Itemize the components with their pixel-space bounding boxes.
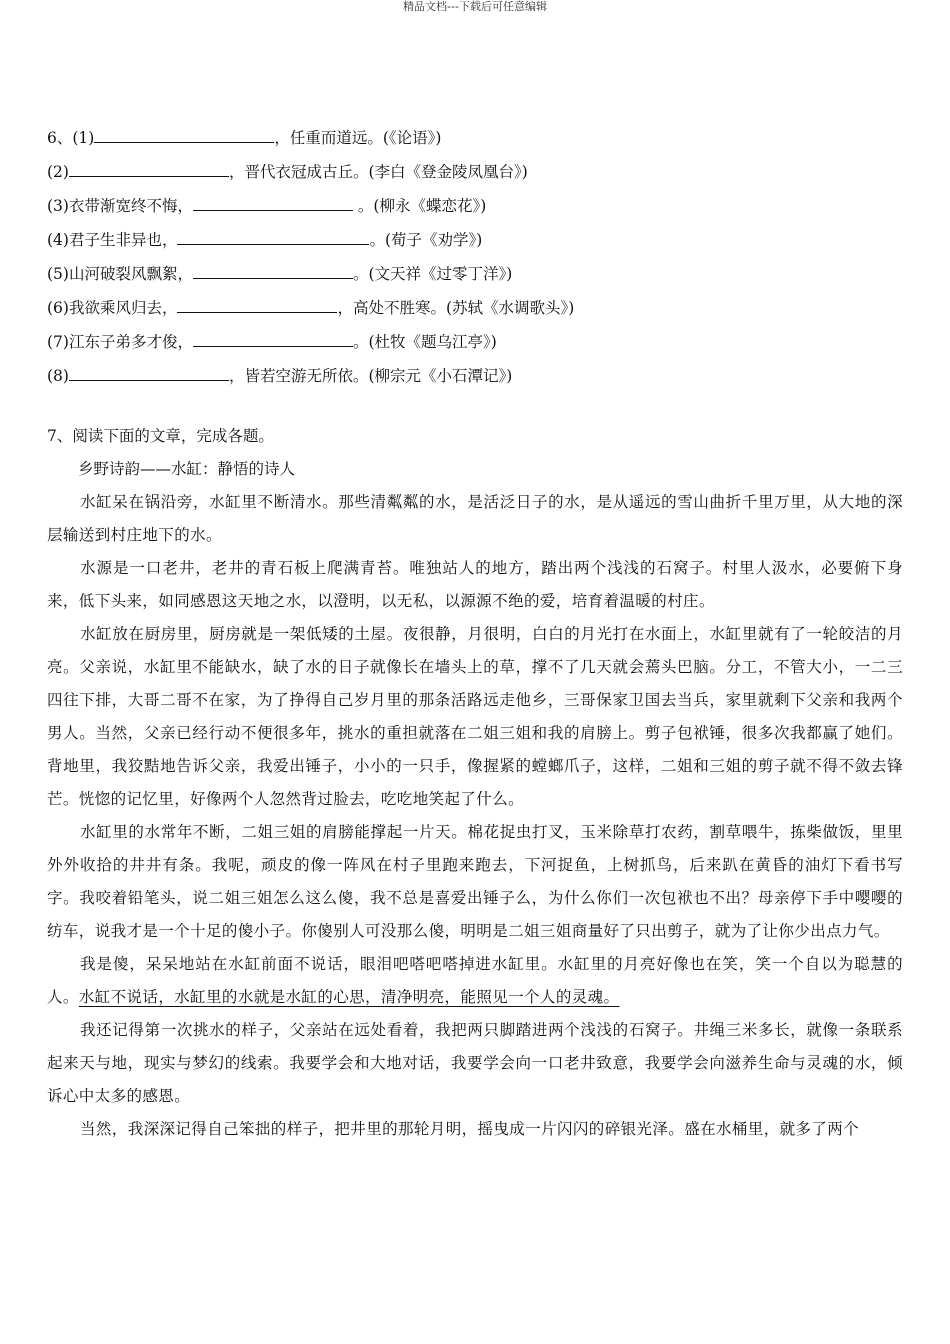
q6-line-3 [47, 192, 907, 226]
q6-line-5 [47, 260, 907, 294]
answer-blank-3[interactable] [193, 192, 353, 211]
question-6 [47, 124, 907, 396]
q6-line-3-prefix: (3)衣带渐宽终不悔， [47, 197, 193, 215]
q6-line-7-suffix: 。(杜牧《题乌江亭》) [352, 333, 497, 351]
q6-line-2-suffix: ，晋代衣冠成古丘。(李白《登金陵凤凰台》) [228, 163, 528, 181]
q6-line-1-suffix: ，任重而道远。(《论语》) [274, 129, 442, 147]
q6-line-4 [47, 226, 907, 260]
paragraph-5-text: 我是傻，呆呆地站在水缸前面不说话，眼泪吧嗒吧嗒掉进水缸里。水缸里的月亮好像也在笑，笑一个自以为聪慧的人。 [47, 955, 903, 1006]
passage-paragraph-6: 我还记得第一次挑水的样子，父亲站在远处看着，我把两只脚踏进两个浅浅的石窝子。井绳三米多长，就像一条联系起来天与地，现实与梦幻的线索。我要学会和大地对话，我要学会向一口老井致意，我要学会向滋养生命与灵魂的水，倾诉心中太多的感恩。 [47, 1021, 903, 1105]
q6-line-8 [47, 362, 907, 396]
q6-line-6-suffix: ，高处不胜寒。(苏轼《水调歌头》) [337, 299, 575, 317]
q6-line-8-suffix: ，皆若空游无所依。(柳宗元《小石潭记》) [228, 367, 513, 385]
passage-paragraph-5 [47, 948, 903, 1014]
passage-paragraph-3: 水缸放在厨房里，厨房就是一架低矮的土屋。夜很静，月很明，白白的月光打在水面上，水缸里就有了一轮皎洁的月亮。父亲说，水缸里不能缺水，缺了水的日子就像长在墙头上的草，撑不了几天就会蔫头巴脑。分工，不管大小，一二三四往下排，大哥二哥不在家，为了挣得自己岁月里的那条活路远走他乡，三哥保家卫国去当兵，家里就剩下父亲和我两个男人。当然，父亲已经行动不便很多年，挑水的重担就落在二姐三姐和我的肩膀上。剪子包袱锤，很多次我都赢了她们。背地里，我狡黠地告诉父亲，我爱出锤子，小小的一只手，像握紧的螳螂爪子，这样，二姐和三姐的剪子就不得不敛去锋芒。恍惚的记忆里，好像两个人忽然背过脸去，吃吃地笑起了什么。 [47, 625, 903, 808]
answer-blank-2[interactable] [69, 158, 229, 177]
answer-blank-5[interactable] [193, 260, 353, 279]
q6-line-5-prefix: (5)山河破裂风飘絮， [47, 265, 193, 283]
passage-paragraph-1: 水缸呆在锅沿旁，水缸里不断清水。那些清粼粼的水，是活泛日子的水，是从遥远的雪山曲折千里万里，从大地的深层输送到村庄地下的水。 [47, 493, 903, 544]
q6-line-4-suffix: 。(荀子《劝学》) [369, 231, 483, 249]
q6-line-8-prefix: (8) [47, 367, 69, 385]
passage-paragraph-4: 水缸里的水常年不断，二姐三姐的肩膀能撑起一片天。棉花捉虫打叉，玉米除草打农药，割草喂牛，拣柴做饭，里里外外收拾的井井有条。我呢，顽皮的像一阵风在村子里跑来跑去，下河捉鱼，上树抓鸟，后来趴在黄昏的油灯下看书写字。我咬着铅笔头，说二姐三姐怎么这么傻，我不总是喜爱出锤子么，为什么你们一次包袱也不出？母亲停下手中嘤嘤的纺车，说我才是一个十足的傻小子。你傻别人可没那么傻，明明是二姐三姐商量好了只出剪子，就为了让你少出点力气。 [47, 823, 903, 940]
question-7-title: 7、阅读下面的文章，完成各题。 [47, 427, 274, 445]
answer-blank-4[interactable] [177, 226, 369, 245]
page-header-watermark: 精品文档---下载后可任意编辑 [403, 0, 547, 13]
passage-subtitle: 乡野诗韵——水缸：静悟的诗人 [78, 460, 296, 478]
q6-line-6 [47, 294, 907, 328]
q6-line-3-suffix: 。(柳永《蝶恋花》) [352, 197, 487, 215]
q6-line-2-prefix: (2) [47, 163, 69, 181]
reading-passage [47, 453, 903, 1146]
answer-blank-6[interactable] [177, 294, 337, 313]
q6-line-6-prefix: (6)我欲乘风归去， [47, 299, 178, 317]
answer-blank-1[interactable] [94, 124, 274, 143]
answer-blank-8[interactable] [69, 362, 229, 381]
q6-line-4-prefix: (4)君子生非异也， [47, 231, 178, 249]
q6-line-2 [47, 158, 907, 192]
q6-line-5-suffix: 。(文天祥《过零丁洋》) [352, 265, 513, 283]
q6-line-7 [47, 328, 907, 362]
passage-paragraph-7: 当然，我深深记得自己笨拙的样子，把井里的那轮月明，摇曳成一片闪闪的碎银光泽。盛在水桶里，就多了两个 [80, 1120, 860, 1138]
passage-paragraph-2: 水源是一口老井，老井的青石板上爬满青苔。唯独站人的地方，踏出两个浅浅的石窝子。村里人汲水，必要俯下身来，低下头来，如同感恩这天地之水，以澄明，以无私，以源源不绝的爱，培育着温暖的村庄。 [47, 559, 903, 610]
q6-line-1 [47, 124, 907, 158]
underlined-sentence: 水缸不说话，水缸里的水就是水缸的心思，清净明亮，能照见一个人的灵魂。 [78, 988, 620, 1006]
answer-blank-7[interactable] [193, 328, 353, 347]
q6-line-7-prefix: (7)江东子弟多才俊， [47, 333, 193, 351]
q6-line-1-prefix: 6、(1) [47, 129, 95, 147]
